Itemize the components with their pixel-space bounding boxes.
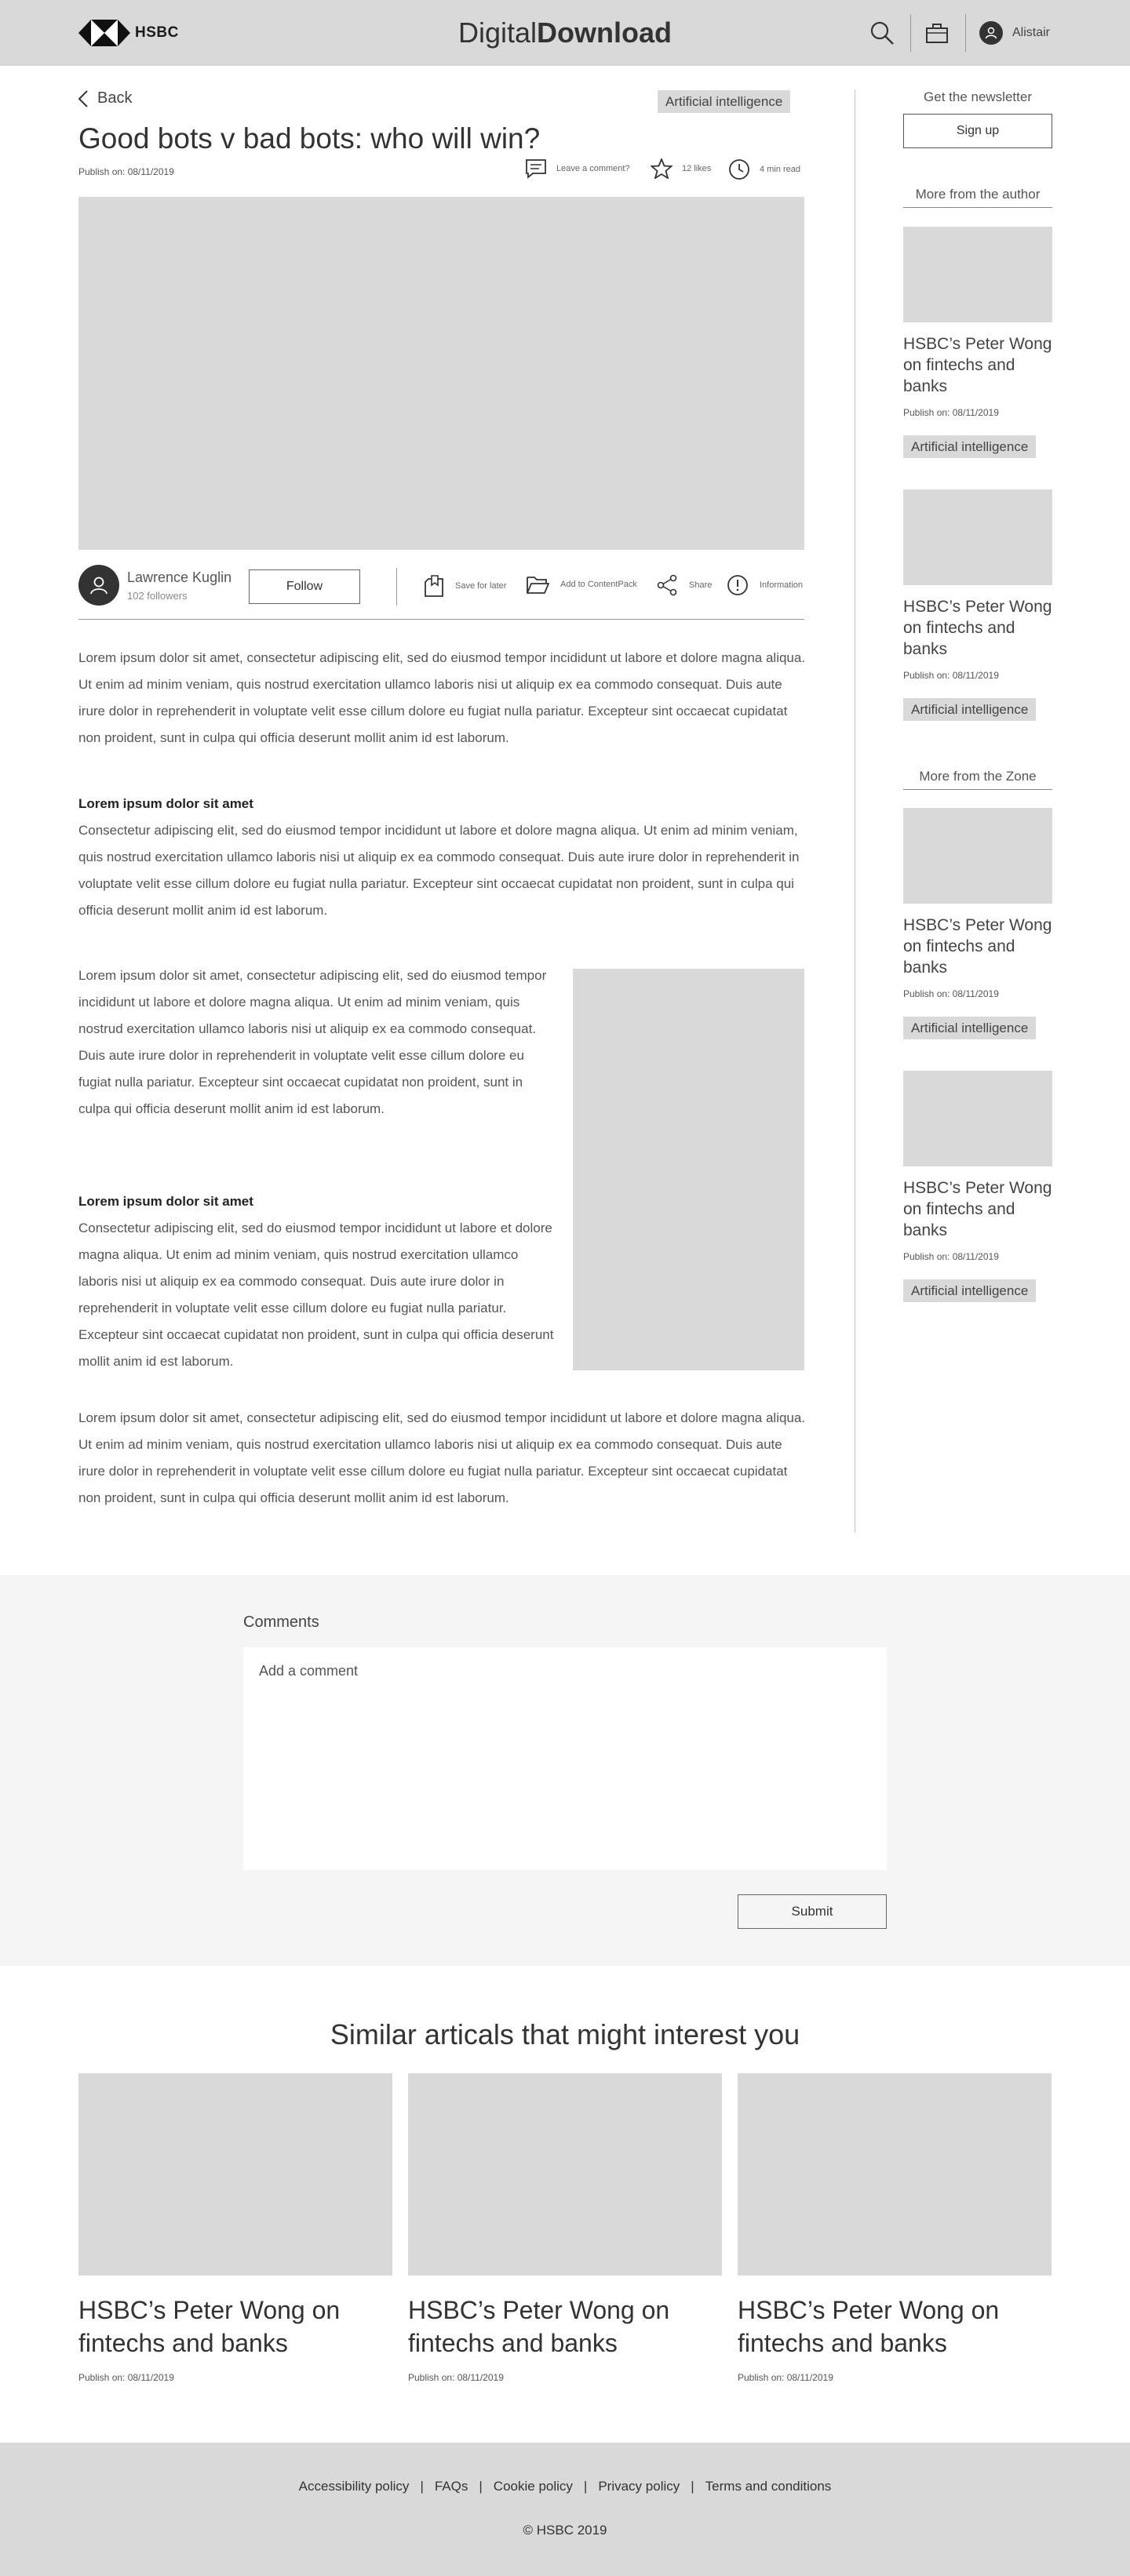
read-time-label: 4 min read: [760, 165, 800, 174]
user-name: Alistair: [1012, 26, 1051, 39]
article-paragraph: Lorem ipsum dolor sit amet, consectetur adipiscing elit, sed do eiusmod tempor incididunt ut labore et dolore magna aliqua. Ut enim ad minim veniam, quis nostrud exercitation ullamco laboris nisi ut aliquip ex ea commodo consequat. Duis aute irure dolor in reprehenderit in voluptate velit esse cillum dolore eu fugiat nulla pariatur. Excepteur sint occaecat cupidatat non proident, sunt in culpa qui officia deserunt mollit anim id est laborum.: [78, 1410, 806, 1505]
more-from-author-heading: More from the author: [903, 187, 1052, 208]
article-subheading: Lorem ipsum dolor sit amet: [78, 1194, 253, 1209]
back-label: Back: [97, 89, 133, 107]
comments-heading: Comments: [243, 1614, 319, 1631]
comment-input[interactable]: Add a comment: [243, 1647, 887, 1870]
sidebar-card-date: Publish on: 08/11/2019: [903, 1251, 999, 1262]
info-icon: [727, 574, 749, 596]
inline-image: [573, 969, 804, 1370]
chevron-left-icon: [78, 90, 88, 107]
site-footer: [0, 2443, 1130, 2576]
article-paragraph: Consectetur adipiscing elit, sed do eiusmod tempor incididunt ut labore et dolore magna aliqua. Ut enim ad minim veniam, quis nostrud exercitation ullamco laboris nisi ut aliquip ex ea commodo consequat. Duis aute irure dolor in reprehenderit in voluptate velit esse cillum dolore eu fugiat nulla pariatur. Excepteur sint occaecat cupidatat non proident, sunt in culpa qui officia deserunt mollit anim id est laborum.: [78, 823, 800, 918]
likes-count: 12 likes: [682, 164, 712, 173]
share-icon: [656, 574, 678, 596]
folder-icon: [526, 574, 549, 595]
article-paragraph: Lorem ipsum dolor sit amet, consectetur adipiscing elit, sed do eiusmod tempor incididunt ut labore et dolore magna aliqua. Ut enim ad minim veniam, quis nostrud exercitation ullamco laboris nisi ut aliquip ex ea commodo consequat. Duis aute irure dolor in reprehenderit in voluptate velit esse cillum dolore eu fugiat nulla pariatur. Excepteur sint occaecat cupidatat non proident, sunt in culpa qui officia deserunt mollit anim id est laborum.: [78, 968, 547, 1116]
author-name[interactable]: Lawrence Kuglin: [127, 569, 232, 585]
footer-link-accessibility[interactable]: Accessibility policy: [298, 2479, 410, 2494]
comment-label: Leave a comment?: [556, 164, 630, 173]
footer-link-faqs[interactable]: FAQs: [434, 2479, 468, 2494]
hero-image: [78, 197, 804, 550]
sidebar-card-tag[interactable]: Artificial intelligence: [903, 698, 1036, 721]
contentpack-label: Add to ContentPack: [560, 580, 637, 589]
sidebar-card-tag[interactable]: Artificial intelligence: [903, 1017, 1036, 1039]
similar-article-title[interactable]: HSBC’s Peter Wong on fintechs and banks: [408, 2296, 670, 2357]
article-paragraph: Consectetur adipiscing elit, sed do eiusmod tempor incididunt ut labore et dolore magna aliqua. Ut enim ad minim veniam, quis nostrud exercitation ullamco laboris nisi ut aliquip ex ea commodo consequat. Duis aute irure dolor in reprehenderit in voluptate velit esse cillum dolore eu fugiat nulla pariatur. Excepteur sint occaecat cupidatat non proident, sunt in culpa qui officia deserunt mollit anim id est laborum.: [78, 1221, 554, 1369]
information-button[interactable]: [727, 574, 803, 596]
footer-separator: |: [479, 2479, 483, 2494]
brand-light: Digital: [457, 16, 538, 49]
back-link[interactable]: [78, 89, 132, 107]
save-icon: [424, 574, 444, 598]
sidebar-card-title[interactable]: HSBC’s Peter Wong on fintechs and banks: [903, 598, 1052, 658]
sidebar-card-image[interactable]: [903, 808, 1052, 904]
star-icon: [651, 158, 673, 179]
footer-link-privacy[interactable]: Privacy policy: [598, 2479, 680, 2494]
sidebar-card-title[interactable]: HSBC’s Peter Wong on fintechs and banks: [903, 916, 1052, 977]
leave-comment-link[interactable]: [525, 158, 630, 179]
share-label: Share: [689, 580, 713, 590]
footer-link-terms[interactable]: Terms and conditions: [705, 2479, 832, 2494]
similar-articles-heading: Similar articals that might interest you: [330, 2018, 800, 2050]
sidebar-card-title[interactable]: HSBC’s Peter Wong on fintechs and banks: [903, 335, 1052, 395]
info-label: Information: [760, 580, 804, 590]
header-divider: [965, 14, 966, 52]
article-subheading: Lorem ipsum dolor sit amet: [78, 796, 253, 811]
author-avatar-icon[interactable]: [78, 565, 119, 606]
author-divider: [396, 568, 397, 606]
brand-bold: Download: [537, 16, 673, 49]
sidebar-card-date: Publish on: 08/11/2019: [903, 988, 999, 999]
header-divider: [910, 14, 911, 52]
sidebar-card-date: Publish on: 08/11/2019: [903, 407, 999, 418]
signup-button[interactable]: Sign up: [903, 114, 1052, 148]
like-button[interactable]: [651, 158, 711, 179]
similar-article-date: Publish on: 08/11/2019: [738, 2372, 833, 2383]
sidebar-card-tag[interactable]: Artificial intelligence: [903, 1279, 1036, 1302]
save-for-later-button[interactable]: [424, 574, 506, 598]
similar-article-image[interactable]: [408, 2073, 722, 2276]
copyright: © HSBC 2019: [523, 2523, 607, 2538]
sidebar-card-image[interactable]: [903, 227, 1052, 322]
site-brand: [0, 16, 1130, 49]
follow-button[interactable]: Follow: [249, 569, 360, 604]
footer-separator: |: [420, 2479, 424, 2494]
sidebar-card-image[interactable]: [903, 1071, 1052, 1166]
read-time: [728, 158, 800, 180]
article-title: Good bots v bad bots: who will win?: [78, 122, 541, 155]
user-avatar-icon: [979, 21, 1003, 45]
category-tag[interactable]: Artificial intelligence: [658, 90, 790, 113]
logo-text: HSBC: [135, 24, 179, 41]
sidebar-card-image[interactable]: [903, 489, 1052, 585]
save-label: Save for later: [455, 581, 507, 591]
similar-article-title[interactable]: HSBC’s Peter Wong on fintechs and banks: [738, 2296, 1000, 2357]
publish-date: Publish on: 08/11/2019: [78, 166, 174, 177]
more-from-zone-heading: More from the Zone: [903, 769, 1052, 790]
newsletter-heading: Get the newsletter: [924, 89, 1032, 104]
footer-links: [0, 2479, 1130, 2494]
user-menu[interactable]: [979, 21, 1050, 45]
share-button[interactable]: [656, 574, 712, 596]
similar-article-title[interactable]: HSBC’s Peter Wong on fintechs and banks: [78, 2296, 341, 2357]
author-followers: 102 followers: [127, 590, 188, 602]
article-paragraph: Lorem ipsum dolor sit amet, consectetur adipiscing elit, sed do eiusmod tempor incididunt ut labore et dolore magna aliqua. Ut enim ad minim veniam, quis nostrud exercitation ullamco laboris nisi ut aliquip ex ea commodo consequat. Duis aute irure dolor in reprehenderit in voluptate velit esse cillum dolore eu fugiat nulla pariatur. Excepteur sint occaecat cupidatat non proident, sunt in culpa qui officia deserunt mollit anim id est laborum.: [78, 650, 806, 745]
similar-article-image[interactable]: [738, 2073, 1052, 2276]
sidebar-card-title[interactable]: HSBC’s Peter Wong on fintechs and banks: [903, 1179, 1052, 1239]
footer-link-cookie[interactable]: Cookie policy: [493, 2479, 573, 2494]
similar-article-date: Publish on: 08/11/2019: [408, 2372, 504, 2383]
sidebar-card-tag[interactable]: Artificial intelligence: [903, 435, 1036, 458]
similar-article-date: Publish on: 08/11/2019: [78, 2372, 174, 2383]
briefcase-icon[interactable]: [923, 19, 951, 47]
search-icon[interactable]: [868, 19, 896, 47]
footer-separator: |: [583, 2479, 588, 2494]
submit-comment-button[interactable]: Submit: [738, 1894, 887, 1929]
similar-article-image[interactable]: [78, 2073, 392, 2276]
clock-icon: [728, 158, 750, 180]
add-to-contentpack-button[interactable]: [526, 574, 637, 595]
sidebar-card-date: Publish on: 08/11/2019: [903, 670, 999, 681]
author-bar: [78, 563, 804, 620]
comment-icon: [525, 158, 547, 179]
footer-separator: |: [691, 2479, 694, 2494]
